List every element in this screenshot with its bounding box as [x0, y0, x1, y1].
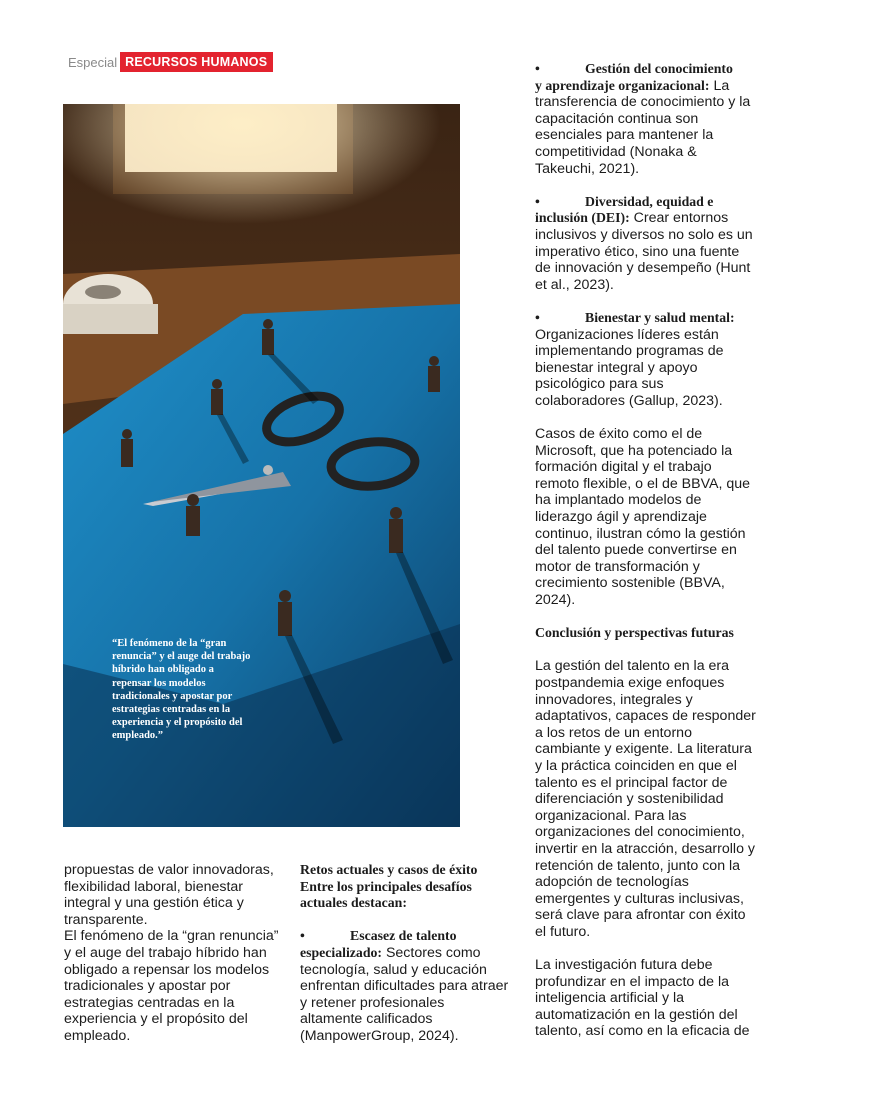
- conclusion-heading: Conclusión y perspectivas futuras: [535, 625, 734, 641]
- paragraph-conclusion: La gestión del talento en la era postpandemia exige enfoques innovadores, integrales y adaptativos, capaces de responder a los retos de un entorno cambiante y exigente. La literatura y la práctica coinciden en que el talento es el principal factor de diferenciación y sostenibilidad organizacional. Para las organizaciones del conocimiento, invertir en la atracción, desarrollo y retención de talento, junto con la adopción de tecnologías emergentes y culturas inclusivas, será clave para afrontar con éxito el futuro.: [535, 658, 756, 940]
- col1-paragraph-2: El fenómeno de la “gran renuncia” y el auge del trabajo híbrido han obligado a repensar los modelos tradicionales y apostar por estrategias centradas en la experiencia y el propósito del empleado.: [64, 928, 279, 1044]
- bullet-wellbeing: [535, 310, 757, 410]
- section-heading: Retos actuales y casos de éxito: [300, 862, 478, 877]
- bullet-text: La transferencia de conocimiento y la capacitación continua son esenciales para mantener la competitividad (Nonaka & Takeuchi, 2021).: [535, 77, 751, 177]
- bullet-title-line2: y aprendizaje organizacional:: [535, 77, 710, 93]
- bullet-title: Escasez de talento especializado:: [300, 928, 457, 960]
- paragraph-future-research: La investigación futura debe profundizar en el impacto de la inteligencia artificial y la automatización en la gestión del talento, así como en la eficacia de: [535, 957, 750, 1040]
- column-3: [535, 61, 757, 1040]
- bullet-title: Bienestar y salud mental:: [585, 309, 735, 325]
- col1-paragraph-1: propuestas de valor innovadoras, flexibilidad laboral, bienestar integral y una gestión ética y transparente.: [64, 862, 274, 928]
- bullet-title-line1: Diversidad, equidad e: [585, 193, 714, 209]
- especial-label: Especial: [68, 54, 118, 70]
- bullet-title-line1: Gestión del conocimiento: [585, 61, 733, 76]
- section-header: [68, 52, 273, 72]
- article-photo: [63, 104, 460, 827]
- bullet-knowledge-management: [535, 61, 757, 177]
- bullet-title-line2: inclusión (DEI):: [535, 210, 630, 226]
- bullet-icon: •: [535, 193, 540, 209]
- bullet-text: Sectores como tecnología, salud y educación enfrentan dificultades para atraer y retener profesionales altamente calificados (ManpowerGroup, 2024).: [300, 944, 509, 1044]
- bullet-talent-scarcity: [300, 928, 510, 1044]
- bullet-icon: •: [300, 928, 305, 944]
- bullet-text: Organizaciones líderes están implementando programas de bienestar integral y apoyo psicológico para sus colaboradores (Gallup, 2023).: [535, 326, 724, 409]
- column-1: [64, 862, 284, 1045]
- bullet-icon: •: [535, 309, 540, 325]
- bullet-text: Crear entornos inclusivos y diversos no solo es un imperativo ético, sino una fuente de innovación y desempeño (Hunt et al., 2023).: [535, 210, 753, 293]
- section-tag: RECURSOS HUMANOS: [120, 52, 273, 72]
- paragraph-success-cases: Casos de éxito como el de Microsoft, que ha potenciado la formación digital y el trabajo remoto flexible, o el de BBVA, que ha implantado modelos de liderazgo ágil y aprendizaje continuo, ilustran cómo la gestión del talento puede convertirse en motor de transformación y crecimiento sostenible (BBVA, 2024).: [535, 426, 751, 608]
- pull-quote: “El fenómeno de la “gran renuncia” y el auge del trabajo híbrido han obligado a repensar los modelos tradicionales y apostar por estrategias centradas en la experiencia y el propósito del empleado.”: [112, 638, 251, 742]
- column-2: [300, 862, 510, 1045]
- bullet-icon: •: [535, 61, 540, 76]
- bullet-dei: [535, 194, 757, 294]
- section-intro: Entre los principales desafíos actuales destacan:: [300, 878, 472, 911]
